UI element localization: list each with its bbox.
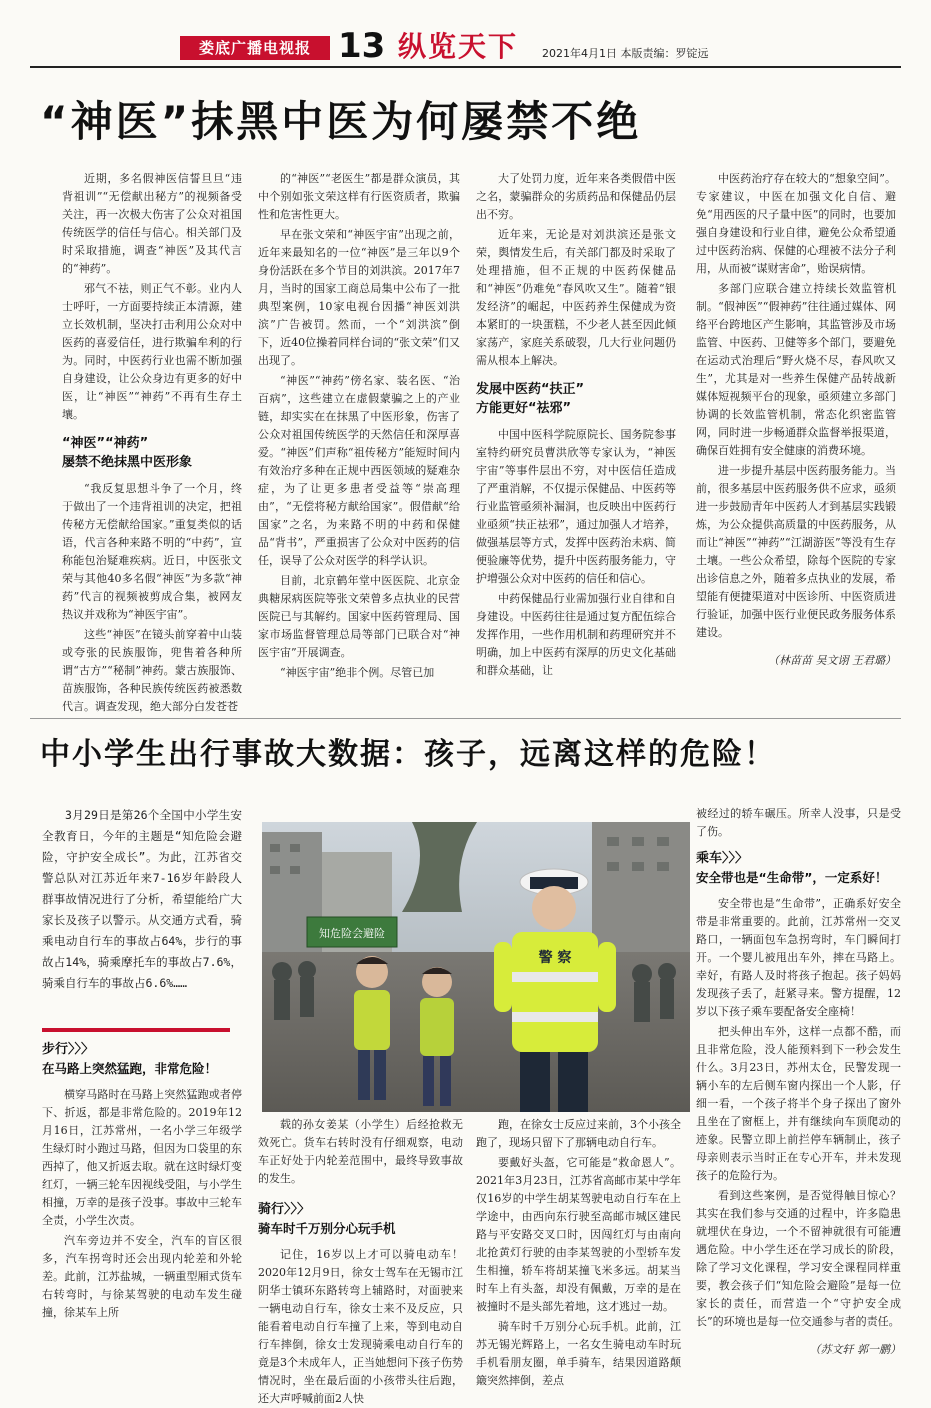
article1-column-2	[258, 170, 460, 710]
paragraph: 横穿马路时在马路上突然猛跑或者停下、折返，都是非常危险的。2019年12月16日，江苏常州，一名小学三年级学生绿灯时小跑过马路，但因为口袋里的东西掉了，他又折返去取。就在这时绿灯变红灯，一辆三轮车因视线受阻，与小学生相撞，万幸的是孩子没事。事故中三轮车全责，小学生次责。	[42, 1088, 242, 1227]
article1-byline: （林苗苗 吴文诩 王君璐）	[768, 654, 896, 667]
paragraph: 中医药治疗存在较大的“想象空间”。专家建议，中医在加强文化自信、避免“用西医的尺子量中医”的同时，也要加强自身建设和行业自律，避免公众希望通过中医药治病、保健的心理被不法分子利用，从而被“谋财害命”，贻误病情。	[696, 172, 896, 275]
col4b-top: 被经过的轿车碾压。所幸人没事，只是受了伤。	[696, 807, 901, 838]
police-children-photo	[262, 822, 690, 1112]
masthead-rule	[30, 66, 901, 68]
paragraph: 把头伸出车外，这样一点都不酷，而且非常危险，没人能预料到下一秒会发生什么。3月23日，苏州太仓，民警发现一辆小车的左后侧车窗内探出一个人影，仔细一看，一个孩子将半个身子探出了窗外且坐在了窗框上，并有继续向车顶爬动的迹象。民警立即上前拦停车辆制止，孩子母亲则表示当时正在专心开车，并未发现孩子的危险行为。	[696, 1025, 901, 1182]
article2-column-1	[42, 1040, 242, 1392]
page-number: 13	[338, 26, 386, 66]
paragraph: 要戴好头盔，它可能是“救命恩人”。2021年3月23日，江苏省高邮市某中学年仅16岁的中学生胡某驾驶电动自行车在上学途中，由西向东行驶至高邮市城区建民路与平安路交叉口时，因闯红灯与由南向北抢黄灯行驶的由李某驾驶的小型轿车发生相撞，轿车将胡某撞飞米多远。胡某当时车上有头盔，却没有佩戴，万幸的是在被撞时不是头部先着地，这才逃过一劫。	[476, 1156, 681, 1313]
paragraph: 大了处罚力度，近年来各类假借中医之名，蒙骗群众的劣质药品和保健品仍层出不穷。	[476, 172, 676, 221]
article1-headline: “神医”抹黑中医为何屡禁不绝	[40, 97, 642, 146]
article1-col1-text	[62, 170, 242, 424]
banner-text: 知危险会避险	[319, 927, 385, 940]
issue-date-editor: 2021年4月1日 本版责编：罗锭远	[542, 47, 709, 60]
paragraph: “神医宇宙”绝非个例。尽管已加	[280, 666, 435, 679]
paragraph: 邪气不祛，则正气不彰。业内人士呼吁，一方面要持续正本清源，建立长效机制，坚决打击利用公众对中医药的喜爱信任，进行欺骗牟利的行为。同时，中医药行业也需不断加强自身建设，让公众身边有更多的好中医，让“神医”“神药”不再有生存土壤。	[62, 282, 242, 421]
article1-column-1	[62, 170, 242, 713]
newspaper-brand: 娄底广播电视报	[180, 36, 330, 60]
article1-subhead-2: 发展中医药“扶正” 方能更好“祛邪”	[476, 382, 585, 416]
paragraph: 进一步提升基层中医药服务能力。当前，很多基层中医药服务供不应求，亟须进一步鼓励青年中医药人才到基层实践锻炼，为公众提供高质量的中医药服务，从而让“神医”“神药”“江湖游医”等没有生存土壤。一些公众希望，除每个医院的专家出诊信息之外，随着多点执业的发展，希望能有便捷渠道对中医诊所、中医资质进行验证，加强中医行业便民政务服务体系建设。	[696, 464, 896, 639]
photo-illustration	[262, 822, 690, 1112]
article1-col4-text	[696, 170, 896, 642]
paragraph: 多部门应联合建立持续长效监管机制。“假神医”“假神药”往往通过媒体、网络平台跨地区产生影响，其监管涉及市场监管、中医药、卫健等多个部门，要避免在运动式治理后“野火烧不尽，春风吹又生”，尤其是对一些养生保健产品转战新媒体短视频平台的现象，亟须建立多部门协调的长效监管机制，常态化织密监管网，同时进一步畅通群众监督举报渠道，确保百姓拥有安全健康的消费环境。	[696, 282, 896, 457]
walk-title: 在马路上突然猛跑，非常危险！	[42, 1061, 218, 1076]
ride-kicker: 骑行〉〉〉	[258, 1202, 311, 1217]
article1-column-3	[476, 170, 676, 710]
car-text	[696, 895, 901, 1331]
ride-title: 骑车时千万别分心玩手机	[258, 1221, 396, 1236]
article2-column-3	[476, 1116, 681, 1392]
paragraph: 汽车旁边并不安全，汽车的盲区很多，汽车拐弯时还会出现内轮差和外轮差。此前，江苏盐城，一辆重型厢式货车右转弯时，与徐某驾驶的电动车发生碰撞，徐某车上所	[42, 1234, 242, 1319]
article1-col3-text	[476, 170, 676, 370]
article1-column-4	[696, 170, 896, 710]
article2-lede: 3月29日是第26个全国中小学生安全教育日，今年的主题是“知危险会避险，守护安全成长”。为此，江苏省交警总队对江苏近年来7-16岁年龄段人群事故情况进行了分析，希望能给广大家长及孩子以警示。从交通方式看，骑乘电动自行车的事故占64%，步行的事故占14%，骑乘摩托车的事故占7.6%，骑乘自行车的事故占6.6%……	[42, 808, 242, 990]
lede-accent-bar	[42, 1028, 230, 1032]
paragraph: 目前，北京鹤年堂中医医院、北京金典糖尿病医院等张文荣曾多点执业的民营医院已与其解约。国家中医药管理局、国家市场监督管理总局等部门已联合对“神医宇宙”开展调查。	[258, 574, 460, 659]
col2b-text	[258, 1116, 463, 1188]
paragraph: 跑，在徐女士反应过来前，3个小孩全跑了，现场只留下了那辆电动自行车。	[476, 1118, 681, 1149]
paragraph: 近期，多名假神医信誓旦旦“违背祖训”“无偿献出秘方”的视频备受关注，再一次极大伤害了公众对祖国传统医学的信任与信心。相关部门及时采取措施，调查“神医”及其代言的“神药”。	[62, 172, 242, 275]
article1-subhead-1: “神医”“神药” 屡禁不绝抹黑中医形象	[62, 436, 193, 470]
paragraph: 记住，16岁以上才可以骑电动车！2020年12月9日，徐女士驾车在无锡市江阴华士镇环东路转弯上辅路时，对面驶来一辆电动自行车，徐女士来不及反应，只能看着电动自行车撞了上来，等到电动自行车摔倒，徐女士发现骑乘电动自行车的竟是3个未成年人，正当她想问下孩子伤势情况时，坐在最后面的小孩带头往后跑，还大声呼喊前面2人快	[258, 1248, 463, 1405]
article1-col1b-text	[62, 480, 242, 716]
walk-text	[42, 1086, 242, 1322]
ride-text	[258, 1246, 463, 1408]
police-vest-text: 警 察	[538, 950, 572, 966]
paragraph: 早在张文荣和“神医宇宙”出现之前，近年来最知名的一位“神医”是三年以9个身份活跃在多个节目的刘洪滨。2017年7月，当时的国家工商总局集中公布了一批典型案例，10家电视台因播“神医刘洪滨”广告被罚。然而，一个“刘洪滨”倒下，近40位操着同样台词的“张文荣”们又出现了。	[258, 228, 460, 367]
paragraph: 载的孙女姜某（小学生）后经抢救无效死亡。货车右转时没有仔细观察，电动车正好处于内轮差范围中，最终导致事故的发生。	[258, 1118, 463, 1185]
paragraph: 的“神医”“老医生”都是群众演员，其中个别如张文荣这样有行医资质者，欺骗性和危害性更大。	[258, 172, 460, 221]
paragraph: 中国中医科学院原院长、国务院参事室特约研究员曹洪欣等专家认为，“神医宇宙”等事件层出不穷，对中医信任造成了严重消解，不仅提示保健品、中医药等行业监管亟须补漏洞，也反映出中医药行业亟须“扶正祛邪”，通过加强人才培养，做强基层等方式，发挥中医药治未病、简便验廉等优势，提升中医药服务能力，守护增强公众对中医药的信任和信心。	[476, 428, 676, 585]
article-divider	[30, 718, 901, 719]
paragraph: “我反复思想斗争了一个月，终于做出了一个违背祖训的决定，把祖传秘方无偿献给国家。”重复类似的话语，代言各种来路不明的“中药”，宣称能包治疑难疾病。近日，中医张文荣与其他40多名假“神医”为多款“神药”代言的视频被剪成合集，被网友热议并戏称为“神医宇宙”。	[62, 482, 242, 621]
article2-column-2	[258, 1116, 463, 1405]
article2-headline: 中小学生出行事故大数据：孩子，远离这样的危险！	[40, 737, 776, 772]
paragraph: 近年来，无论是对刘洪滨还是张文荣，舆情发生后，有关部门都及时采取了处理措施，但不正规的中医药保健品和“神医”仍难免“春风吹又生”。随着“银发经济”的崛起，中医药养生保健成为资本紧盯的一块蛋糕，不少老人甚至因此倾家荡产，家庭关系破裂，几大行业问题仍需从根本上解决。	[476, 228, 676, 367]
col3b-text	[476, 1116, 681, 1390]
article2-column-4	[696, 805, 901, 1393]
paragraph: 安全带也是“生命带”，正确系好安全带是非常重要的。此前，江苏常州一交叉路口，一辆面包车急拐弯时，车门瞬间打开。一个婴儿被甩出车外，摔在马路上。幸好，有路人及时将孩子抱起。孩子妈妈发现孩子丢了，赶紧寻来。警方提醒，12岁以下孩子乘车要配备安全座椅！	[696, 897, 901, 1018]
article1-col3b-text	[476, 426, 676, 680]
paragraph: 骑车时千万别分心玩手机。此前，江苏无锡光辉路上，一名女生骑电动车时玩手机看朋友圈，单手骑车，结果因道路颠簸突然摔倒，差点	[476, 1320, 681, 1387]
paragraph: 看到这些案例，是否觉得触目惊心？其实在我们参与交通的过程中，许多隐患就埋伏在身边，一个不留神就很有可能遭遇危险。中小学生还在学习成长的阶段，除了学习文化课程，学习安全课程同样重要，教会孩子们“知危险会避险”是每一位家长的责任，而营造一个“守护安全成长”的环境也是每一位交通参与者的责任。	[696, 1189, 901, 1328]
paragraph: “神医”“神药”傍名家、装名医、“治百病”，这些建立在虚假蒙骗之上的产业链，却实实在在抹黑了中医形象，伤害了公众对祖国传统医学的天然信任和深厚喜爱。“神医”们声称“祖传秘方”能短时间内有效治疗多种在正规中西医领域的疑难杂症，为了让更多患者受益等“崇高理由”，“无偿将秘方献给国家”。假借献“给国家”之名，为来路不明的中药和保健品“背书”，严重损害了公众对中医药的信任，误导了公众对医学的科学认识。	[258, 374, 460, 567]
section-name: 纵览天下	[398, 30, 519, 63]
car-kicker: 乘车〉〉〉	[696, 851, 749, 866]
paragraph: 这些“神医”在镜头前穿着中山装或夸张的民族服饰，兜售着各种所谓“古方”“秘制”神药。蒙古族服饰、苗族服饰，各种民族传统医药被悉数代言。调查发现，绝大部分白发苍苍	[62, 628, 242, 713]
car-title: 安全带也是“生命带”，一定系好！	[696, 870, 888, 885]
article1-col2-text	[258, 170, 460, 682]
article2-byline: （苏文轩 郭一鹏）	[809, 1343, 901, 1356]
walk-kicker: 步行〉〉〉	[42, 1042, 95, 1057]
paragraph: 中药保健品行业需加强行业自律和自身建设。中医药往往是通过复方配伍综合发挥作用，一些作用机制和药理研究并不明确，加上中医药有深厚的历史文化基础和群众基础，让	[476, 592, 676, 677]
